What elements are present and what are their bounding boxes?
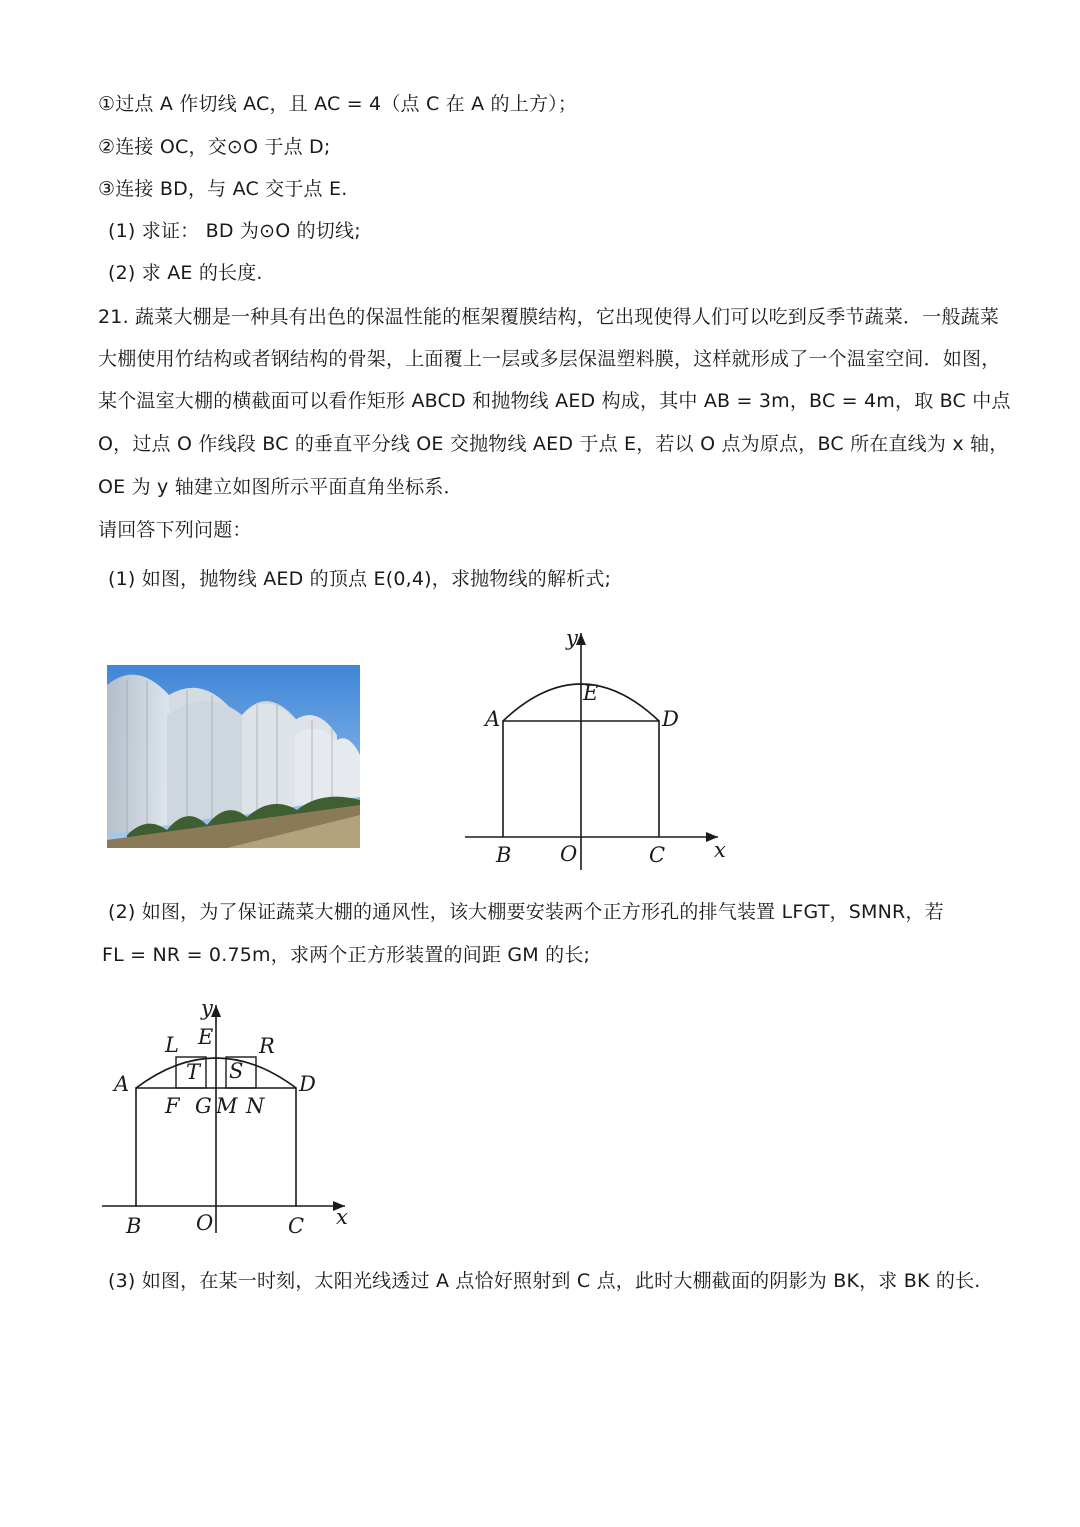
q21-text-line-3: 某个温室大棚的横截面可以看作矩形 ABCD 和抛物线 AED 构成，其中 AB = 3m，BC = 4m，取 BC 中点 bbox=[98, 390, 1011, 412]
q21-text-line-1: 21. 蔬菜大棚是一种具有出色的保温性能的框架覆膜结构，它出现使得人们可以吃到反季节蔬菜．一般蔬菜 bbox=[98, 306, 1000, 328]
label-g: G bbox=[195, 1094, 212, 1118]
label-c: C bbox=[288, 1214, 305, 1238]
q21-part2-line-2: FL = NR = 0.75m，求两个正方形装置的间距 GM 的长; bbox=[102, 944, 591, 966]
label-d: D bbox=[299, 1072, 316, 1096]
q21-part2-line-1: (2) 如图，为了保证蔬菜大棚的通风性，该大棚要安装两个正方形孔的排气装置 LFGT，SMNR，若 bbox=[108, 901, 944, 923]
q21-text-line-5: OE 为 y 轴建立如图所示平面直角坐标系． bbox=[98, 476, 463, 498]
label-a: A bbox=[485, 707, 501, 731]
label-b: B bbox=[496, 843, 512, 867]
label-s: S bbox=[229, 1059, 244, 1083]
q20-part1: (1) 求证： BD 为⊙O 的切线; bbox=[108, 220, 361, 242]
label-b: B bbox=[126, 1214, 142, 1238]
greenhouse-photo bbox=[107, 665, 360, 848]
label-e: E bbox=[583, 681, 599, 705]
figure-1 bbox=[460, 625, 740, 875]
q21-text-line-2: 大棚使用竹结构或者钢结构的骨架，上面覆上一层或多层保温塑料膜，这样就形成了一个温室空间．如图， bbox=[98, 348, 1001, 370]
label-o: O bbox=[196, 1211, 214, 1235]
step-2: ②连接 OC，交⊙O 于点 D; bbox=[98, 136, 331, 158]
label-d: D bbox=[662, 707, 679, 731]
label-a: A bbox=[114, 1072, 130, 1096]
label-e: E bbox=[198, 1025, 214, 1049]
label-n: N bbox=[246, 1094, 265, 1118]
label-y: y bbox=[566, 626, 578, 650]
label-l: L bbox=[165, 1033, 179, 1057]
label-r: R bbox=[259, 1034, 275, 1058]
label-o: O bbox=[560, 842, 578, 866]
label-y: y bbox=[201, 996, 213, 1020]
q21-part1: (1) 如图，抛物线 AED 的顶点 E(0,4)，求抛物线的解析式; bbox=[108, 568, 612, 590]
label-x: x bbox=[336, 1205, 348, 1229]
label-x: x bbox=[714, 838, 726, 862]
label-c: C bbox=[649, 843, 666, 867]
label-m: M bbox=[216, 1094, 238, 1118]
figure-2 bbox=[100, 995, 360, 1245]
q21-part3: (3) 如图，在某一时刻，太阳光线透过 A 点恰好照射到 C 点，此时大棚截面的阴影为 BK，求 BK 的长. bbox=[108, 1270, 981, 1292]
label-t: T bbox=[186, 1060, 201, 1084]
label-f: F bbox=[165, 1094, 180, 1118]
step-1: ①过点 A 作切线 AC，且 AC = 4（点 C 在 A 的上方）； bbox=[98, 93, 578, 115]
step-3: ③连接 BD，与 AC 交于点 E. bbox=[98, 178, 348, 200]
q21-prompt: 请回答下列问题： bbox=[98, 519, 252, 541]
q21-text-line-4: O，过点 O 作线段 BC 的垂直平分线 OE 交抛物线 AED 于点 E，若以 O 点为原点，BC 所在直线为 x 轴， bbox=[98, 433, 1009, 455]
q20-part2: (2) 求 AE 的长度. bbox=[108, 262, 263, 284]
